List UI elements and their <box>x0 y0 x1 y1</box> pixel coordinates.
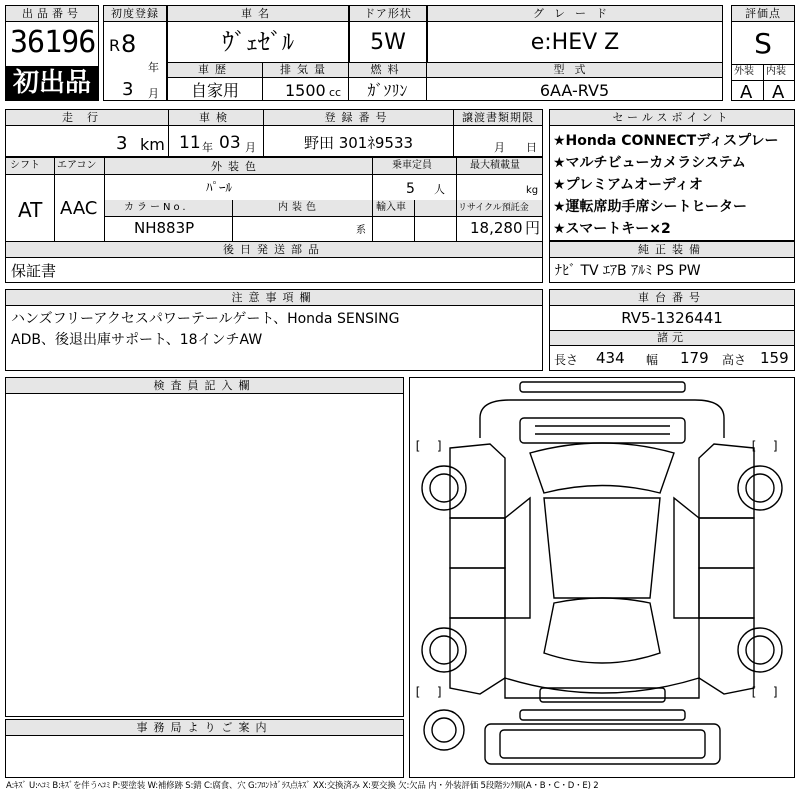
lot-number: 36196 <box>10 25 96 60</box>
rear-bumper-shape <box>520 710 685 720</box>
history-label: 車歴 <box>168 63 262 78</box>
fuel-box <box>348 62 427 101</box>
rating-label: 評価点 <box>732 6 794 22</box>
car-diagram <box>409 377 795 778</box>
chassis-label: 車台番号 <box>550 290 794 306</box>
roof <box>544 498 660 598</box>
rating-value: S <box>754 27 772 60</box>
rating-box <box>731 5 795 101</box>
mileage-unit: km <box>140 135 165 154</box>
notes-box <box>5 289 543 371</box>
later-parts-label: 後日発送部品 <box>6 242 542 258</box>
rear-glass <box>544 598 660 663</box>
rear-right-wheel <box>738 628 782 672</box>
later-parts-box <box>5 241 543 283</box>
svg-text:]: ] <box>772 685 780 699</box>
svg-text:[: [ <box>414 439 422 453</box>
max-load-label: 最大積載量 <box>470 160 520 171</box>
height-value: 159 <box>760 349 789 367</box>
first-reg-label: 初度登録 <box>104 6 166 22</box>
int-color-unit: 系 <box>356 225 366 236</box>
sales-point-item: ★運転席助手席シートヒーター <box>553 199 747 215</box>
shift-value: AT <box>18 198 43 222</box>
first-reg-year: 8 <box>121 30 137 58</box>
door-label: ドア形状 <box>350 6 426 22</box>
recycle-label: リサイクル預託金 <box>458 203 529 213</box>
rear-left-wheel <box>422 628 466 672</box>
width-value: 179 <box>680 349 709 367</box>
later-parts-value: 保証書 <box>11 262 57 280</box>
car-outline-diagram <box>410 378 794 777</box>
first-reg-month-unit: 月 <box>148 87 159 100</box>
transfer-label: 譲渡書類期限 <box>454 110 542 126</box>
svg-text:[: [ <box>414 685 422 699</box>
length-value: 434 <box>596 349 625 367</box>
door-value: 5W <box>370 30 406 55</box>
sales-point-item: ★プレミアムオーディオ <box>553 177 703 193</box>
fuel-label: 燃料 <box>349 63 426 78</box>
rating-exterior-label: 外装 <box>734 66 754 77</box>
max-load-unit: kg <box>526 185 539 196</box>
registration-label: 登録番号 <box>264 110 453 126</box>
rating-interior-label: 内装 <box>766 66 786 77</box>
recycle-value: 18,280 <box>470 219 523 237</box>
length-label: 長さ <box>554 353 579 367</box>
fuel-value: ｶﾞｿﾘﾝ <box>367 81 408 100</box>
lot-label: 出品番号 <box>6 6 98 22</box>
inspection-year: 11 <box>179 133 201 153</box>
capacity-label: 乗車定員 <box>392 160 432 171</box>
inspector-label: 検査員記入欄 <box>6 378 403 394</box>
office-box <box>5 719 404 778</box>
chassis-box <box>549 289 795 371</box>
first-reg-month: 3 <box>122 79 134 100</box>
color-no-label: カラーNo. <box>124 202 189 213</box>
transfer-box <box>453 109 543 157</box>
mileage-label: 走行 <box>6 110 168 126</box>
sales-point-item: ★マルチビューカメラシステム <box>553 155 746 171</box>
equipment-value: ﾅﾋﾞ TV ｴｱB ｱﾙﾐ PS PW <box>555 263 701 279</box>
displacement-value: 1500 <box>285 81 326 100</box>
shift-label: シフト <box>10 160 40 171</box>
inspection-year-unit: 年 <box>202 141 213 154</box>
rating-exterior: A <box>740 82 753 103</box>
history-value: 自家用 <box>190 81 239 100</box>
front-left-wheel <box>422 466 466 510</box>
inspection-month-unit: 月 <box>245 141 256 154</box>
car-name-box <box>167 5 349 63</box>
recycle-unit: 円 <box>525 219 541 237</box>
front-hood-outline <box>480 400 724 438</box>
ext-color-label: 外装色 <box>211 160 262 173</box>
windshield <box>530 443 674 493</box>
history-box <box>167 62 263 101</box>
sales-point-item: ★Honda CONNECTディスプレー <box>553 133 779 149</box>
capacity-unit: 人 <box>434 183 445 196</box>
svg-text:[: [ <box>750 685 758 699</box>
svg-text:]: ] <box>436 685 444 699</box>
equipment-label: 純正装備 <box>550 242 794 258</box>
sales-points-box <box>549 109 795 241</box>
sales-points-list <box>553 130 794 240</box>
registration-box <box>263 109 454 157</box>
ext-color-value: ﾊﾟｰﾙ <box>206 181 232 196</box>
transfer-month-unit: 月 <box>494 141 505 154</box>
int-color-label: 内装色 <box>278 202 320 213</box>
height-label: 高さ <box>722 353 747 367</box>
color-no-value: NH883P <box>134 219 195 237</box>
grade-box <box>427 5 723 63</box>
capacity-value: 5 <box>406 181 415 197</box>
grade-value: e:HEV Z <box>530 30 620 55</box>
svg-text:]: ] <box>436 439 444 453</box>
car-name-value: ｳﾞｪｾﾞﾙ <box>222 28 294 56</box>
mileage-box <box>5 109 169 157</box>
transfer-day-unit: 日 <box>526 141 537 154</box>
notes-line: ADB、後退出庫サポート、18インチAW <box>11 332 263 348</box>
aircon-label: エアコン <box>57 160 97 171</box>
inspection-month: 03 <box>219 133 241 153</box>
spare-wheel <box>424 710 464 750</box>
lot-box <box>5 5 99 101</box>
front-right-wheel <box>738 466 782 510</box>
displacement-label: 排気量 <box>263 63 348 78</box>
notes-line: ハンズフリーアクセスパワーテールゲート、Honda SENSING <box>11 311 400 327</box>
sales-point-item: ★スマートキー×2 <box>553 221 671 237</box>
registration-value: 野田 301ﾈ9533 <box>303 134 414 152</box>
lot-badge: 初出品 <box>6 66 98 100</box>
import-label: 輸入車 <box>376 202 406 213</box>
chassis-value: RV5-1326441 <box>621 309 723 327</box>
aircon-value: AAC <box>60 198 98 219</box>
first-reg-year-unit: 年 <box>148 61 159 74</box>
legend-text: A:ｷｽﾞ U:ﾍｺﾐ B:ｷｽﾞを伴うﾍｺﾐ P:要塗装 W:補修跡 S:錆 C:腐食、穴 G:ﾌﾛﾝﾄｶﾞﾗｽ点ｷｽﾞ XX:交換済み X:要交換 欠:欠品 内・外装評価 5段階ﾗﾝｸ順(A・B・C・D・E) 2 <box>6 781 599 791</box>
specs-grid <box>5 157 543 242</box>
front-bumper-shape <box>520 382 685 392</box>
office-label: 事務局よりご案内 <box>6 720 403 736</box>
model-value: 6AA-RV5 <box>539 81 610 100</box>
svg-text:]: ] <box>772 439 780 453</box>
rating-interior: A <box>772 82 785 103</box>
grade-label: グレード <box>428 6 722 22</box>
inspector-box <box>5 377 404 717</box>
svg-text:[: [ <box>750 439 758 453</box>
width-label: 幅 <box>646 353 659 367</box>
notes-label: 注意事項欄 <box>6 290 542 306</box>
inspection-box <box>168 109 264 157</box>
displacement-unit: cc <box>329 86 342 99</box>
displacement-box <box>262 62 349 101</box>
model-label: 型式 <box>427 63 722 78</box>
first-reg-box <box>103 5 167 101</box>
equipment-box <box>549 241 795 283</box>
specs-label: 諸元 <box>550 331 794 346</box>
inspection-label: 車検 <box>169 110 263 126</box>
car-name-label: 車名 <box>168 6 348 22</box>
first-reg-era: R <box>109 36 121 55</box>
door-box <box>349 5 427 63</box>
model-box <box>426 62 723 101</box>
mileage-value: 3 <box>116 133 128 154</box>
sales-points-label: セールスポイント <box>550 110 794 126</box>
